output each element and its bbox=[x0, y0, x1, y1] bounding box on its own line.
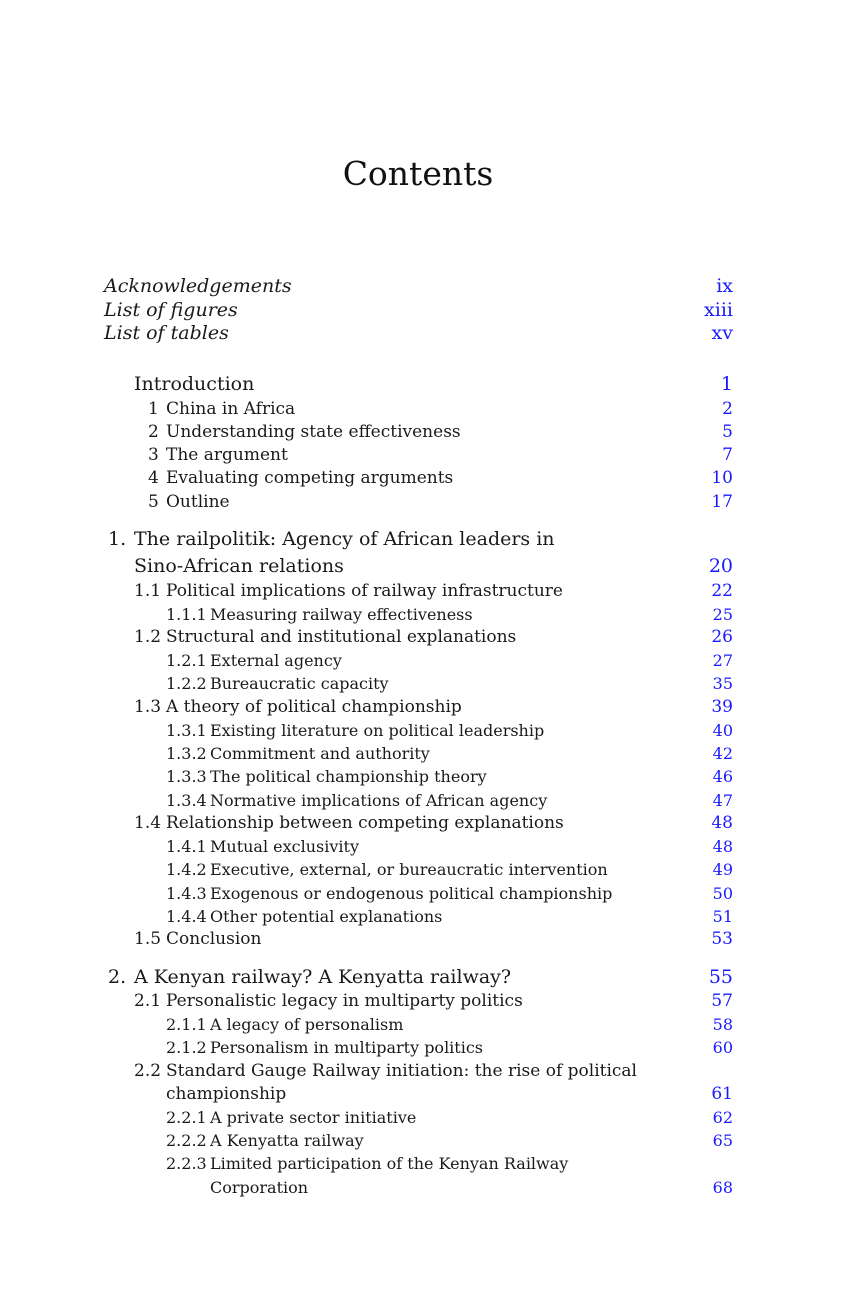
toc-page-number[interactable]: 53 bbox=[711, 929, 733, 949]
toc-entry-label: Normative implications of African agency bbox=[210, 791, 548, 810]
toc-entry-label: Political implications of railway infrastructure bbox=[166, 581, 563, 601]
toc-page-number[interactable]: 22 bbox=[711, 581, 733, 601]
toc-page-number[interactable]: 35 bbox=[712, 674, 733, 693]
toc-entry-label: Existing literature on political leadership bbox=[210, 721, 545, 740]
toc-page-number[interactable]: xv bbox=[711, 322, 733, 344]
toc-page-number[interactable]: 40 bbox=[712, 721, 733, 740]
toc-section-number: 1.3.2 bbox=[166, 744, 207, 763]
toc-entry-label: Outline bbox=[166, 492, 230, 512]
toc-entry-label: A legacy of personalism bbox=[210, 1015, 404, 1034]
toc-chapter-title: A Kenyan railway? A Kenyatta railway? bbox=[134, 966, 512, 988]
toc-entry-label: List of figures bbox=[104, 299, 238, 321]
toc-section-number: 1.2.1 bbox=[166, 651, 207, 670]
toc-page-number[interactable]: 7 bbox=[722, 445, 733, 465]
toc-entry-label: Acknowledgements bbox=[104, 275, 292, 297]
toc-entry-label: Standard Gauge Railway initiation: the rise of political bbox=[166, 1061, 637, 1081]
toc-section-number: 1.5 bbox=[134, 929, 162, 949]
toc-entry-label: The political championship theory bbox=[210, 767, 487, 786]
toc-entry-label: The argument bbox=[166, 445, 288, 465]
toc-page-number[interactable]: 20 bbox=[708, 555, 733, 577]
toc-entry-label: Relationship between competing explanations bbox=[166, 813, 564, 833]
toc-entry-label: Bureaucratic capacity bbox=[210, 674, 389, 693]
toc-page-number[interactable]: 42 bbox=[712, 744, 733, 763]
toc-section-number: 2.2.1 bbox=[166, 1108, 207, 1127]
toc-page-number[interactable]: 62 bbox=[712, 1108, 733, 1127]
toc-entry-label: Structural and institutional explanations bbox=[166, 627, 517, 647]
toc-page-number[interactable]: 50 bbox=[712, 884, 733, 903]
toc-page-number[interactable]: 51 bbox=[712, 907, 733, 926]
toc-page-number[interactable]: 17 bbox=[711, 492, 733, 512]
toc-page-number[interactable]: 49 bbox=[712, 860, 733, 879]
toc-page-number[interactable]: 25 bbox=[712, 605, 733, 624]
toc-entry-label: A Kenyatta railway bbox=[210, 1131, 364, 1150]
toc-entry-label: Other potential explanations bbox=[210, 907, 443, 926]
toc-entry-label: Limited participation of the Kenyan Railway bbox=[210, 1154, 569, 1173]
toc-chapter-title: Sino-African relations bbox=[134, 555, 344, 577]
toc-entry-label: Understanding state effectiveness bbox=[166, 422, 461, 442]
toc-page-number[interactable]: 46 bbox=[712, 767, 733, 786]
toc-section-number: 2.2.3 bbox=[166, 1154, 207, 1173]
toc-entry-label: A theory of political championship bbox=[166, 697, 462, 717]
toc-section-number: 1.4.3 bbox=[166, 884, 207, 903]
toc-page-number[interactable]: 1 bbox=[720, 373, 733, 395]
toc-page-number[interactable]: 65 bbox=[712, 1131, 733, 1150]
toc-section-number: 2 bbox=[148, 422, 159, 442]
toc-page-number[interactable]: 47 bbox=[712, 791, 733, 810]
toc-section-number: 5 bbox=[148, 492, 159, 512]
toc-section-number: 2.1 bbox=[134, 991, 162, 1011]
toc-entry-label: Mutual exclusivity bbox=[210, 837, 359, 856]
toc-section-number: 2.1.1 bbox=[166, 1015, 207, 1034]
toc-section-number: 1.1 bbox=[134, 581, 162, 601]
toc-entry-label: China in Africa bbox=[166, 399, 296, 419]
toc-entry-label: Personalistic legacy in multiparty politics bbox=[166, 991, 523, 1011]
toc-page-number[interactable]: xiii bbox=[704, 299, 733, 321]
toc-page-number[interactable]: 60 bbox=[712, 1038, 733, 1057]
toc-section-number: 1 bbox=[148, 399, 159, 419]
toc-section-number: 1.3.1 bbox=[166, 721, 207, 740]
toc-section-number: 1.1.1 bbox=[166, 605, 207, 624]
toc-page-number[interactable]: 27 bbox=[712, 651, 733, 670]
toc-page-number[interactable]: 68 bbox=[712, 1178, 733, 1197]
toc-chapter-number: 2. bbox=[108, 966, 127, 988]
toc-entry-label: Conclusion bbox=[166, 929, 262, 949]
toc-section-number: 1.4 bbox=[134, 813, 162, 833]
toc-entry-label: Measuring railway effectiveness bbox=[210, 605, 473, 624]
toc-section-number: 1.3.4 bbox=[166, 791, 207, 810]
toc-page-number[interactable]: 5 bbox=[722, 422, 733, 442]
toc-chapter-title: The railpolitik: Agency of African leaders in bbox=[134, 528, 555, 550]
toc-section-number: 4 bbox=[148, 468, 159, 488]
toc-entry-label: Corporation bbox=[210, 1178, 309, 1197]
toc-entry-label: Commitment and authority bbox=[210, 744, 430, 763]
toc-entry-label: Personalism in multiparty politics bbox=[210, 1038, 484, 1057]
toc-section-number: 2.2 bbox=[134, 1061, 162, 1081]
toc-page-number[interactable]: 61 bbox=[711, 1084, 733, 1104]
page-title: Contents bbox=[342, 154, 494, 193]
toc-section-number: 3 bbox=[148, 445, 159, 465]
toc-entry-label: List of tables bbox=[104, 322, 229, 344]
toc-section-number: 1.4.4 bbox=[166, 907, 207, 926]
toc-section-number: 1.2.2 bbox=[166, 674, 207, 693]
toc-section-number: 1.3.3 bbox=[166, 767, 207, 786]
toc-page-number[interactable]: 48 bbox=[712, 837, 733, 856]
toc-section-number: 1.4.1 bbox=[166, 837, 207, 856]
toc-chapter-number: 1. bbox=[108, 528, 127, 550]
toc-page-number[interactable]: 10 bbox=[711, 468, 733, 488]
toc-page-number[interactable]: 55 bbox=[708, 966, 733, 988]
toc-page-number[interactable]: 58 bbox=[712, 1015, 733, 1034]
toc-page-number[interactable]: 57 bbox=[711, 991, 733, 1011]
toc-entry-label: Executive, external, or bureaucratic intervention bbox=[210, 860, 608, 879]
toc-entry-label: Introduction bbox=[134, 373, 255, 395]
toc-page-number[interactable]: 39 bbox=[711, 697, 733, 717]
toc-entry-label: External agency bbox=[210, 651, 342, 670]
toc-section-number: 1.2 bbox=[134, 627, 162, 647]
toc-entry-label: Evaluating competing arguments bbox=[166, 468, 454, 488]
toc-section-number: 1.4.2 bbox=[166, 860, 207, 879]
toc-page-number[interactable]: 2 bbox=[722, 399, 733, 419]
toc-section-number: 2.2.2 bbox=[166, 1131, 207, 1150]
toc-entry-label: championship bbox=[166, 1084, 287, 1104]
toc-page-number[interactable]: 26 bbox=[711, 627, 733, 647]
toc-entry-label: A private sector initiative bbox=[210, 1108, 417, 1127]
toc-page-number[interactable]: ix bbox=[716, 275, 733, 297]
toc-section-number: 2.1.2 bbox=[166, 1038, 207, 1057]
toc-page-number[interactable]: 48 bbox=[711, 813, 733, 833]
toc-entry-label: Exogenous or endogenous political championship bbox=[210, 884, 613, 903]
toc-section-number: 1.3 bbox=[134, 697, 162, 717]
